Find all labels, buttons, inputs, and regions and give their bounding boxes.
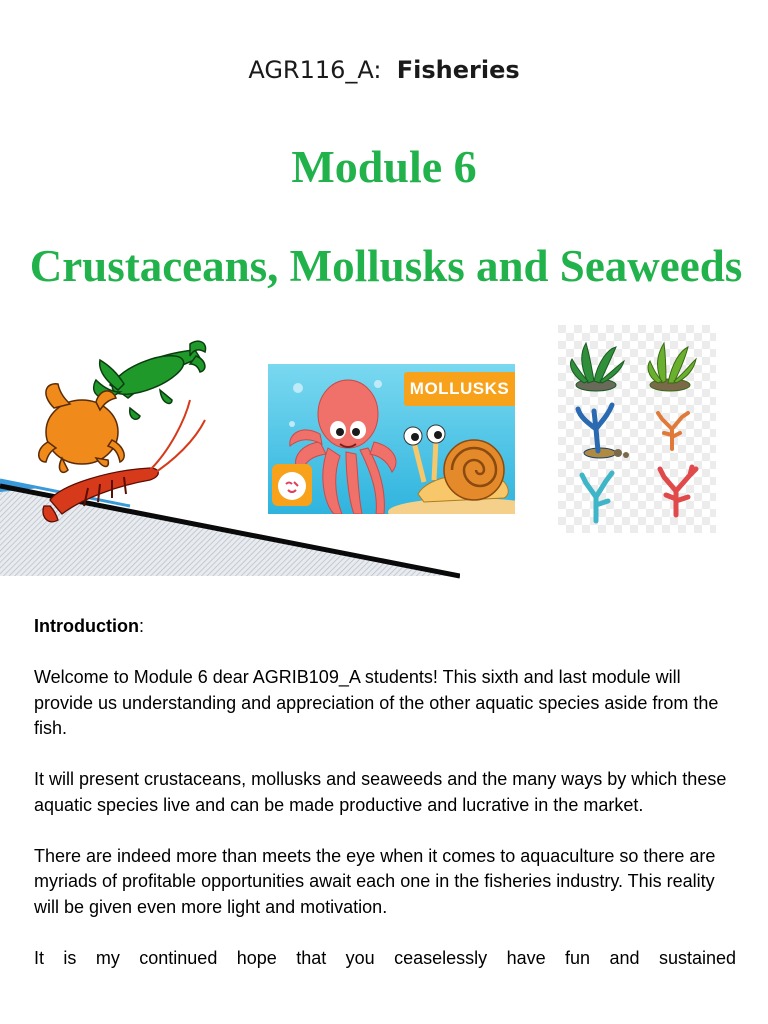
paragraph-hope: It is my continued hope that you ceaselessly have fun and sustained bbox=[34, 947, 736, 968]
introduction-label: Introduction bbox=[34, 616, 139, 636]
module-title: Module 6 bbox=[291, 141, 477, 192]
introduction-heading bbox=[34, 614, 736, 640]
course-code: AGR116_A: bbox=[248, 56, 382, 84]
module-subtitle: Crustaceans, Mollusks and Seaweeds bbox=[29, 241, 743, 291]
paragraph-welcome: Welcome to Module 6 dear AGRIB109_A students! This sixth and last module will provide us understanding and appreciation of the other aquatic species aside from the fish. bbox=[34, 667, 719, 738]
mollusks-badge: MOLLUSKS bbox=[404, 372, 515, 406]
course-name: Fisheries bbox=[396, 56, 520, 84]
mollusks-panel bbox=[268, 364, 515, 514]
course-title bbox=[0, 56, 768, 84]
seaweeds-icon bbox=[558, 325, 716, 533]
paragraph-present: It will present crustaceans, mollusks and seaweeds and the many ways by which these aquatic species live and can be made productive and lucrative in the market. bbox=[34, 769, 727, 815]
paragraph-opportunities: There are indeed more than meets the eye when it comes to aquaculture so there are myriads of profitable opportunities await each one in the fisheries industry. This reality will be given even more light and motivation. bbox=[34, 845, 716, 917]
introduction-colon: : bbox=[138, 616, 144, 636]
introduction-section bbox=[34, 614, 736, 997]
